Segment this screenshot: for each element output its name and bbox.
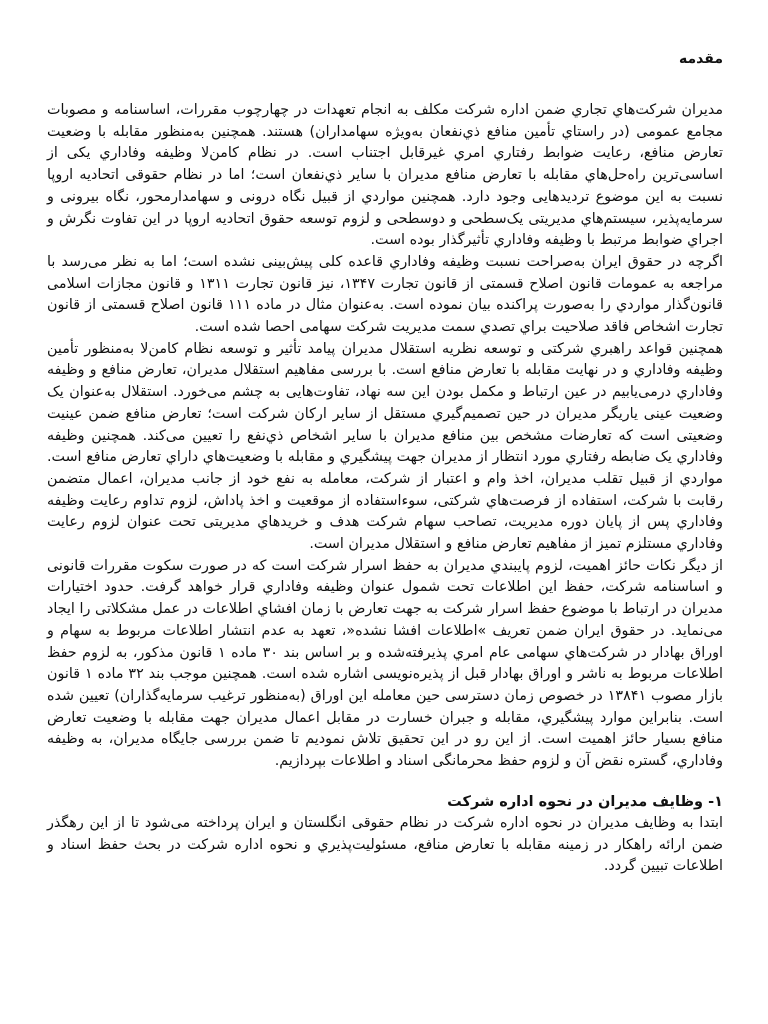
introduction-section	[47, 100, 723, 773]
document-page	[47, 0, 723, 878]
section-paragraph-1: ابتدا به وظايف مديران در نحوه اداره شرکت در نظام حقوقی انگلستان و ايران پرداخته می‌شود تا از اين رهگذر ضمن ارائه راهکار در زمينه مقابله با تعارض منافع، مسئوليت‌پذيري و نحوه اداره شرکت در بحث حفظ اسناد و اطلاعات تبيين گردد.	[47, 814, 723, 875]
document-title: مقدمه	[679, 51, 723, 67]
intro-paragraph-1: مديران شركت‌هاي تجاري ضمن اداره شركت مكلف به انجام تعهدات در چهارچوب مقررات، اساسنامه و مصوبات مجامع عمومی (در راستاي تأمين منافع ذي‌نفعان به‌ويژه سهامداران) هستند. همچنين به‌منظور مقابله با وضعيت تعارض منافع، رعايت ضوابط رفتاري امري غيرقابل اجتناب است. در نظام كامن‌لا وظيفه وفاداري یکی از اساسی‌ترين راه‌حل‌هاي مقابله با تعارض منافع مديران با ساير ذي‌نفعان است؛ اما در نظام حقوقی اتحاديه اروپا نسبت به اين موضوع ترديدهايی وجود دارد. همچنين مواردي از قبيل نگاه درونی و سهامدارمحور، نگاه بيرونی و سرمايه‌پذير، سيستم‌هاي مديريتی يک‌سطحی و دوسطحی و لزوم توسعه حقوق اتحاديه اروپا در اين تفاوت نگرش و اجراي ضوابط مرتبط با وظيفه وفاداري تأثيرگذار بوده است.	[47, 102, 723, 249]
section-heading: ۱- وظايف مديران در نحوه اداره شركت	[447, 793, 723, 810]
intro-paragraph-3: همچنين قواعد راهبري شرکتی و توسعه نظريه استقلال مديران پيامد تأثير و توسعه نظام كامن‌لا به‌منظور تأمين وظيفه وفاداري و در نهايت مقابله با تعارض منافع است. با بررسی مفاهيم استقلال مديران، تعارض منافع و وظيفه وفاداري درمی‌يابيم در عين ارتباط و مکمل بودن اين سه نهاد، تفاوت‌هايی به چشم می‌خورد. استقلال به‌عنوان يک وضعيت عينی ياريگر مديران در حين تصميم‌گيري مستقل از ساير ارکان شركت است؛ تعارض منافع ضمن عينيت وضعيتی است که تعارضات مشخص بين منافع مديران با ساير اشخاص ذي‌نفع را تعيين می‌كند. همچنين وظيفه وفاداري يک ضابطه رفتاري مورد انتظار از مديران جهت پيشگيري و مقابله با وضعيت‌هاي داراي تعارض منافع است. مواردي از قبيل تقلب مديران، اخذ وام و اعتبار از شركت، معامله به نفع خود از جانب مديران، اعمال متضمن رقابت با شركت، استفاده از فرصت‌هاي شرکتی، سوءاستفاده از موقعيت و اخذ پاداش، لزوم تداوم رعايت وظيفه وفاداري پس از پايان دوره مديريت، تصاحب سهام شرکت هدف و خريدهاي مديريتی تحت عنوان لزوم رعايت وفاداري مستلزم تميز از مفاهيم تعارض منافع و استقلال مديران است.	[47, 340, 723, 553]
intro-paragraph-4: از ديگر نکات حائز اهميت، لزوم پايبندي مديران به حفظ اسرار شرکت است كه در صورت سكوت مقررات قانونی و اساسنامه شركت، حفظ اين اطلاعات تحت شمول عنوان وظيفه وفاداري قرار خواهد گرفت. حدود اختيارات مديران در ارتباط با موضوع حفظ اسرار شركت به جهت تعارض با زمان افشاي اطلاعات در عمل مشکلاتی را ايجاد می‌نمايد. در حقوق ايران ضمن تعريف »اطلاعات افشا نشده«، تعهد به عدم انتشار اطلاعات مربوط به سهام و اوراق بهادار در شرکت‌هاي سهامی عام امري پذيرفته‌شده و بر اساس بند ۳۰ ماده ۱ قانون مذکور، به لزوم حفظ اطلاعات مربوط به ناشر و اوراق بهادار قبل از پذيره‌نويسی اشاره شده است. همچنين موجب بند ۳۲ ماده ۱ قانون بازار مصوب ۱۳۸۴۱ در خصوص زمان دسترسی حين معامله اين اوراق (به‌منظور ترغيب سرمايه‌گذاران) تعيين شده است. بنابراين موارد پيشگيري، مقابله و جبران خسارت در مقابل اعمال مديران جهت مقابله با وضعيت تعارض منافع بسيار حائز اهميت است. از اين رو در اين تحقيق تلاش نموديم تا ضمن بررسی جايگاه مديران، به وظيفه وفاداري، گستره نقض آن و لزوم حفظ محرمانگی اسناد و اطلاعات بپردازيم.	[47, 557, 723, 770]
intro-paragraph-2: اگرچه در حقوق ايران به‌صراحت نسبت وظيفه وفاداري قاعده کلی پيش‌بينی نشده است؛ اما به نظر می‌رسد با مراجعه به عمومات قانون اصلاح قسمتی از قانون تجارت ۱۳۴۷، نيز قانون تجارت ۱۳۱۱ و قانون مجازات اسلامی قانون‌گذار مواردي را به‌صورت پراکنده بيان نموده است. به‌عنوان مثال در ماده ۱۱۱ قانون اصلاح قسمتی از قانون تجارت اشخاص فاقد صلاحيت براي تصدي سمت مديريت شركت سهامی احصا شده است.	[47, 253, 723, 336]
